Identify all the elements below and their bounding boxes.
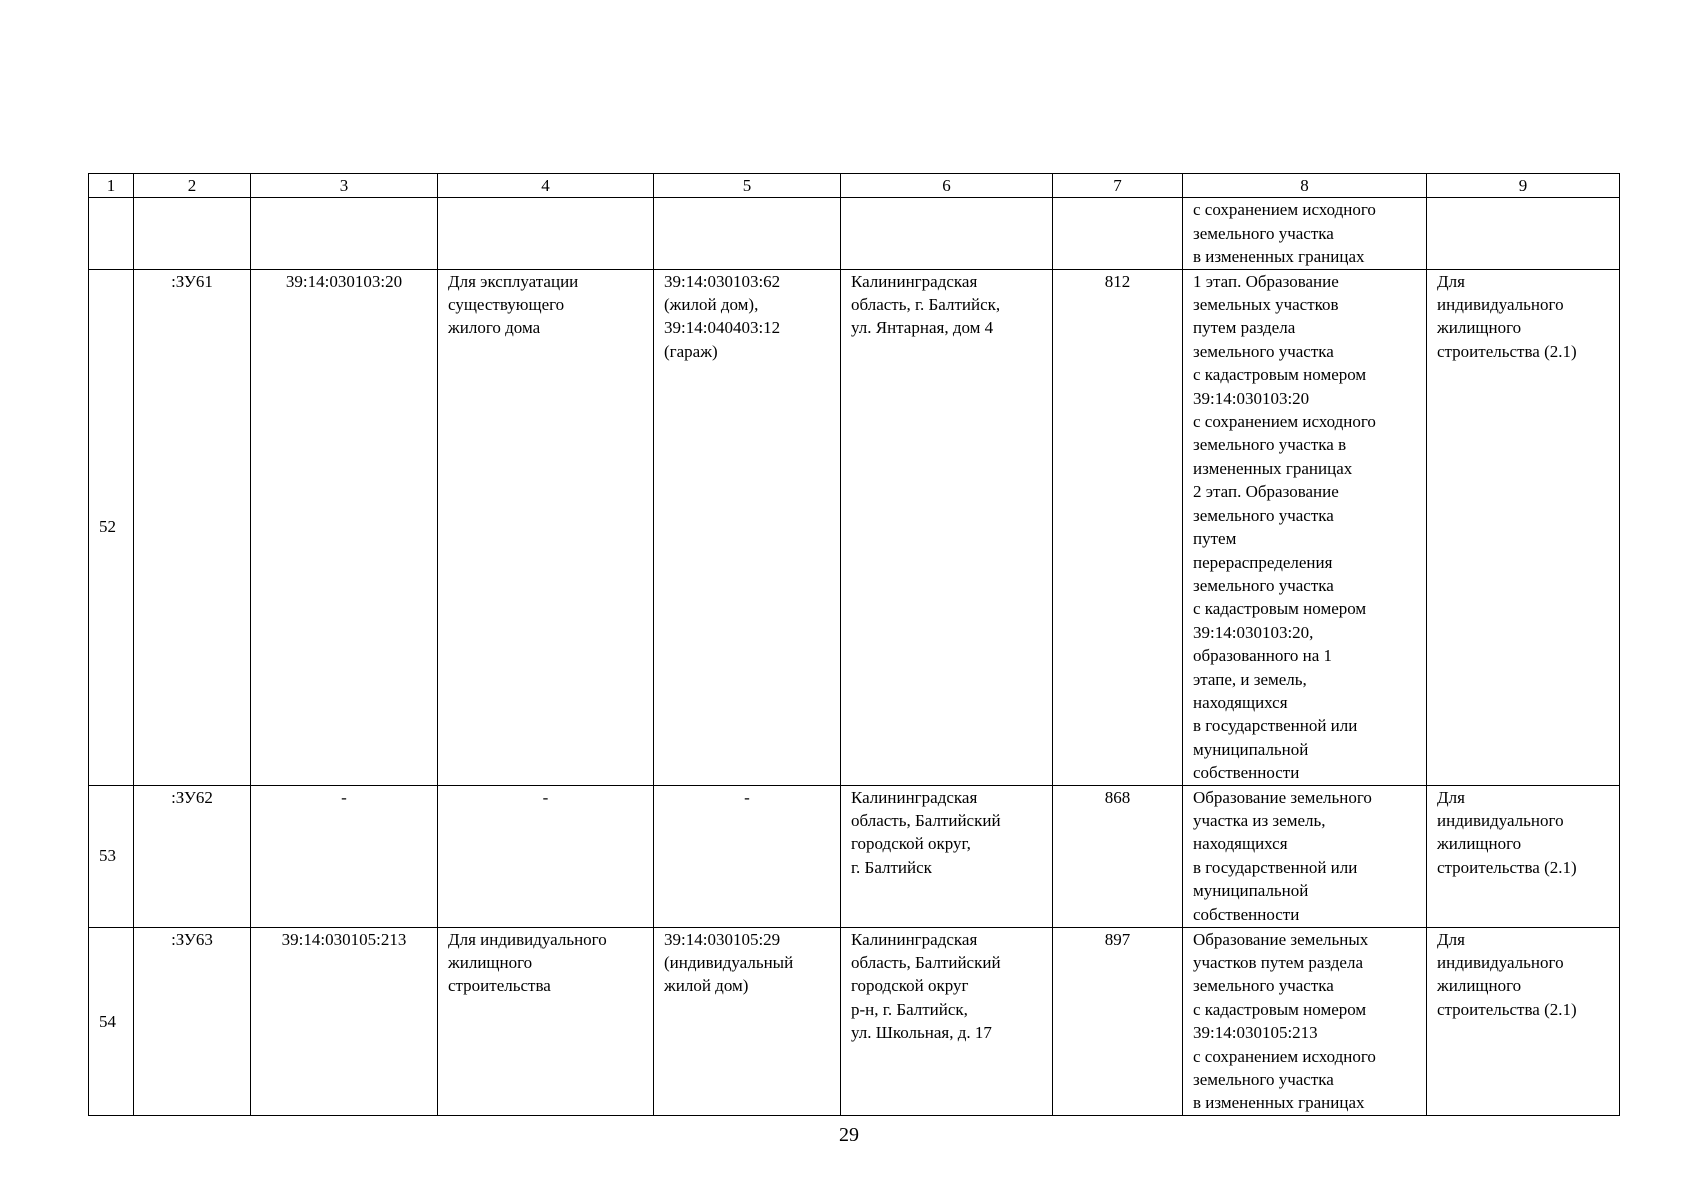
- column-header: 1: [89, 174, 134, 198]
- cell-area: [1053, 198, 1183, 269]
- cell-source-cadastral-number: 39:14:030103:20: [251, 269, 438, 785]
- cell-row-number: 54: [89, 927, 134, 1115]
- cell-area: 897: [1053, 927, 1183, 1115]
- cell-source-cadastral-number: [251, 198, 438, 269]
- cell-address: Калининградская область, Балтийский городской округ р-н, г. Балтийск, ул. Школьная, д. 17: [841, 927, 1053, 1115]
- cell-buildings: -: [654, 785, 841, 927]
- column-header: 6: [841, 174, 1053, 198]
- land-plots-table: [88, 173, 1620, 1116]
- cell-source-cadastral-number: -: [251, 785, 438, 927]
- column-header: 3: [251, 174, 438, 198]
- cell-planned-use: Для индивидуального жилищного строительства (2.1): [1427, 927, 1620, 1115]
- cell-formation-method: с сохранением исходного земельного участка в измененных границах: [1183, 198, 1427, 269]
- column-header: 9: [1427, 174, 1620, 198]
- cell-plot-designation: :ЗУ61: [134, 269, 251, 785]
- table-header-row: [89, 174, 1620, 198]
- cell-formation-method: 1 этап. Образование земельных участков путем раздела земельного участка с кадастровым номером 39:14:030103:20 с сохранением исходного земельного участка в измененных границах 2 этап. Образование земельного участка путем перераспределения земельного участка с кадастровым номером 39:14:030103:20, образованного на 1 этапе, и земель, находящихся в государственной или муниципальной собственности: [1183, 269, 1427, 785]
- cell-plot-designation: :ЗУ62: [134, 785, 251, 927]
- cell-formation-method: Образование земельного участка из земель, находящихся в государственной или муниципальной собственности: [1183, 785, 1427, 927]
- cell-formation-method: Образование земельных участков путем раздела земельного участка с кадастровым номером 39:14:030105:213 с сохранением исходного земельного участка в измененных границах: [1183, 927, 1427, 1115]
- cell-planned-use: [1427, 198, 1620, 269]
- cell-address: [841, 198, 1053, 269]
- cell-area: 868: [1053, 785, 1183, 927]
- column-header: 2: [134, 174, 251, 198]
- table-row: [89, 785, 1620, 927]
- column-header: 7: [1053, 174, 1183, 198]
- cell-area: 812: [1053, 269, 1183, 785]
- cell-plot-designation: :ЗУ63: [134, 927, 251, 1115]
- table-row: [89, 927, 1620, 1115]
- cell-address: Калининградская область, Балтийский городской округ, г. Балтийск: [841, 785, 1053, 927]
- cell-source-cadastral-number: 39:14:030105:213: [251, 927, 438, 1115]
- cell-planned-use: Для индивидуального жилищного строительства (2.1): [1427, 269, 1620, 785]
- cell-current-use: -: [438, 785, 654, 927]
- cell-row-number: 53: [89, 785, 134, 927]
- cell-buildings: 39:14:030103:62 (жилой дом), 39:14:040403:12 (гараж): [654, 269, 841, 785]
- cell-buildings: 39:14:030105:29 (индивидуальный жилой дом): [654, 927, 841, 1115]
- table-row: [89, 198, 1620, 269]
- cell-row-number: [89, 198, 134, 269]
- cell-current-use: Для индивидуального жилищного строительства: [438, 927, 654, 1115]
- cell-current-use: Для эксплуатации существующего жилого дома: [438, 269, 654, 785]
- column-header: 8: [1183, 174, 1427, 198]
- cell-buildings: [654, 198, 841, 269]
- table-row: [89, 269, 1620, 785]
- cell-plot-designation: [134, 198, 251, 269]
- column-header: 5: [654, 174, 841, 198]
- page-number: 29: [839, 1124, 859, 1146]
- cell-row-number: 52: [89, 269, 134, 785]
- cell-planned-use: Для индивидуального жилищного строительства (2.1): [1427, 785, 1620, 927]
- cell-current-use: [438, 198, 654, 269]
- column-header: 4: [438, 174, 654, 198]
- cell-address: Калининградская область, г. Балтийск, ул. Янтарная, дом 4: [841, 269, 1053, 785]
